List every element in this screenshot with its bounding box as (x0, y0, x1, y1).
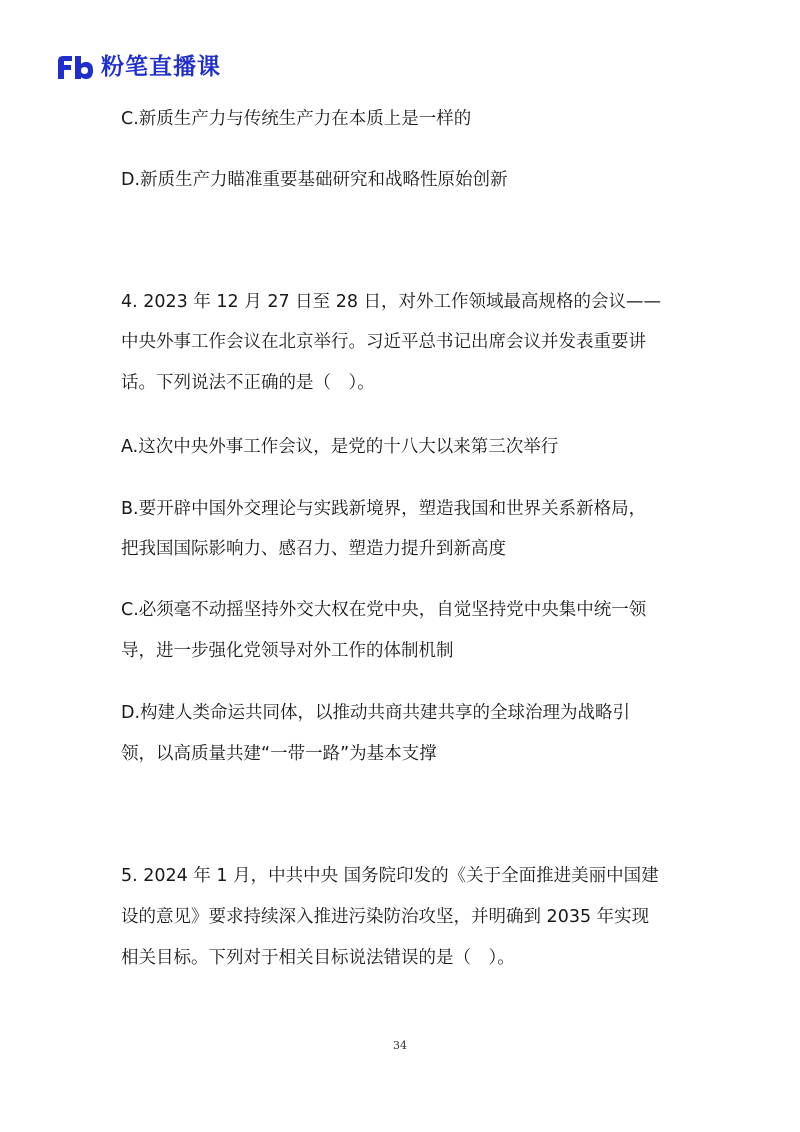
logo-text: 粉笔直播课 (101, 54, 221, 80)
option-4c-line-1: C.必须毫不动摇坚持外交大权在党中央，自觉坚持党中央集中统一领 (121, 600, 647, 620)
option-3d: D.新质生产力瞄准重要基础研究和战略性原始创新 (121, 170, 508, 190)
option-4d-line-2: 领，以高质量共建“一带一路”为基本支撑 (121, 744, 437, 764)
option-4b-line-1: B.要开辟中国外交理论与实践新境界，塑造我国和世界关系新格局， (121, 499, 647, 519)
header-logo (55, 52, 221, 82)
fb-logo-icon (55, 53, 95, 81)
option-4c-line-2: 导，进一步强化党领导对外工作的体制机制 (121, 641, 454, 661)
question-4-line-3: 话。下列说法不正确的是（ ）。 (121, 373, 375, 393)
question-4-line-2: 中央外事工作会议在北京举行。习近平总书记出席会议并发表重要讲 (121, 332, 646, 352)
option-4a: A.这次中央外事工作会议，是党的十八大以来第三次举行 (121, 437, 559, 457)
option-4b-line-2: 把我国国际影响力、感召力、塑造力提升到新高度 (121, 539, 506, 559)
page-number: 34 (393, 1039, 407, 1052)
question-5-line-3: 相关目标。下列对于相关目标说法错误的是（ ）。 (121, 948, 515, 968)
question-5-line-1: 5. 2024 年 1 月，中共中央 国务院印发的《关于全面推进美丽中国建 (121, 866, 659, 886)
option-4d-line-1: D.构建人类命运共同体，以推动共商共建共享的全球治理为战略引 (121, 703, 631, 723)
question-5-line-2: 设的意见》要求持续深入推进污染防治攻坚，并明确到 2035 年实现 (121, 907, 650, 927)
question-4-line-1: 4. 2023 年 12 月 27 日至 28 日，对外工作领域最高规格的会议—— (121, 292, 662, 312)
option-3c: C.新质生产力与传统生产力在本质上是一样的 (121, 109, 472, 129)
